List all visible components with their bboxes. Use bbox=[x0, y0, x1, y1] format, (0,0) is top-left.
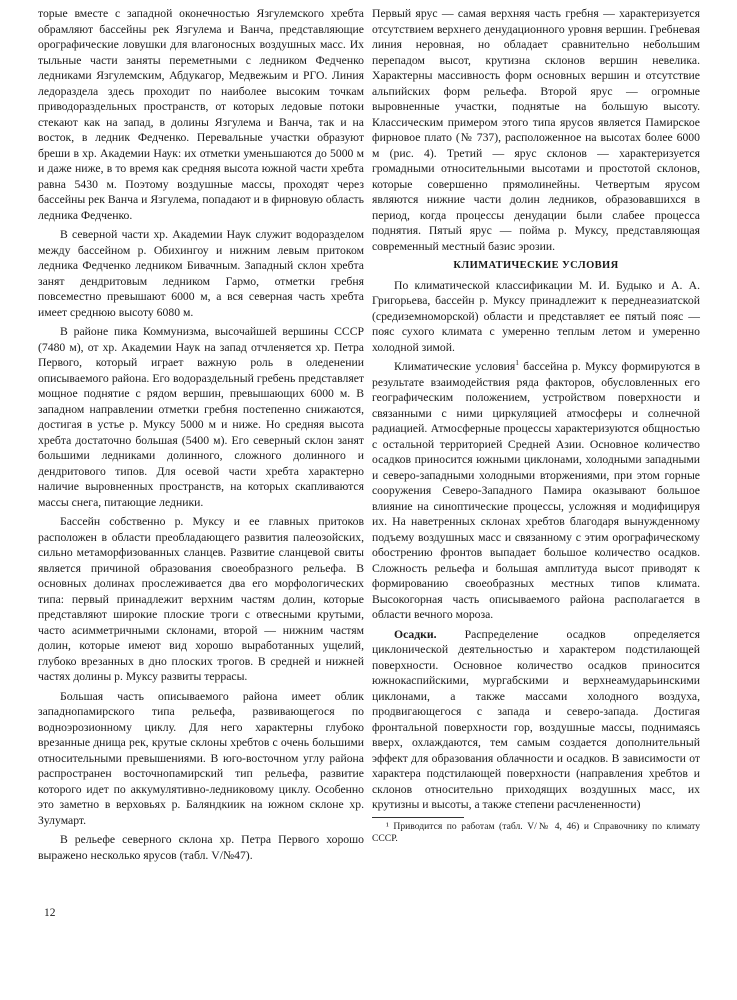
paragraph bbox=[372, 359, 700, 623]
paragraph: По климатической классификации М. И. Будыко и А. А. Григорьева, бассейн р. Муксу принадлежит к переднеазиатской (средиземноморской) области и представляет ее пятый пояс — пояс сухого климата с умеренно теплым летом и умеренно холодной зимой. bbox=[372, 278, 700, 354]
footnote-divider bbox=[372, 817, 464, 818]
paragraph: В районе пика Коммунизма, высочайшей вершины СССР (7480 м), от хр. Академии Наук на запад отчленяется хр. Петра Первого, который играет важную роль в оледенении описываемого района. Его водораздельный гребень представляет мощное поднятие с рядом вершин, превышающих 6000 м. В западном направлении отметки гребня постепенно снижаются, достигая в устье р. Муксу 5000 м и ниже. Но средняя высота хребта достаточно большая (5400 м). Его северный склон занят большими ледниками долинного, сложного долинного и дендритового типов. Для осевой части хребта характерно наличие выровненных пространств, на которых скапливаются массы снега, питающие ледники. bbox=[38, 325, 364, 509]
run-in-heading: Осадки. bbox=[394, 627, 437, 641]
footnote-marker: 1 bbox=[515, 358, 519, 368]
paragraph: В рельефе северного склона хр. Петра Первого хорошо выражено несколько ярусов (табл. V/№47). bbox=[38, 833, 364, 862]
paragraph-lead: Климатические условия bbox=[394, 360, 516, 373]
paragraph-text: Распределение осадков определяется циклонической деятельностью и характером подстилающей поверхности. Основное количество осадков приносится южнокаспийскими, мургабскими и верхнеамударьинскими циклонами, а также массами холодного воздуха, продвигающегося с запада и северо-запада. Достигая фронтальной поверхности гор, воздушные массы, поднимаясь вверх, охлаждаются, тем самым создается дополнительный эффект для образования облачности и осадков. В зависимости от характера подстилающей поверхности (направления хребтов и склонов относительно приходящих воздушных масс, их крутизны и высоты, а также степени расчлененности) bbox=[372, 627, 700, 811]
right-column bbox=[372, 6, 700, 845]
paragraph-text: бассейна р. Муксу формируются в результате взаимодействия ряда факторов, обусловленных его географическим положением, устройством поверхности и связанными с ними циркуляцией атмосферы и солнечной радиацией. Атмосферные процессы характеризуются общностью с остальной территорией Средней Азии. Основное количество осадков приносится южными циклонами, холодными западными и северо-западными холодными вторжениями, при этом горные сооружения Северо-Западного Памира оказывают большое влияние на синоптические процессы, усложняя и модифицируя их. На наветренных склонах хребтов благодаря вынужденному подъему воздушных масс и связанному с этим орографическому обострению фронтов выпадает большое количество осадков. Сложность рельефа и большая амплитуда высот приводят к формированию своеобразных местных типов климата. Высокогорная часть описываемого района располагается в области вечного мороза. bbox=[372, 360, 700, 621]
paragraph: Первый ярус — самая верхняя часть гребня — характеризуется отсутствием верхнего денудационного уровня вершин. Гребневая линия неровная, но обладает сравнительно небольшим перепадом высот, крутизна склонов вершин невелика. Характерны массивность форм основных вершин и отсутствие альпийских форм рельефа. Второй ярус — огромные выровненные участки, поднятые на большую высоту. Классическим примером этого типа ярусов является Памирское фирновое плато (№ 737), расположенное на высотах более 6000 м (рис. 4). Третий — ярус склонов — характеризуется громадными относительными высотами и простотой склонов, которые совершенно прямолинейны. Четвертым ярусом являются нижние части долин ледников, образовавшихся в период, когда процессы денудации были слабее процесса поднятия. Пятый ярус — пойма р. Муксу, представляющая современный местный базис эрозии. bbox=[372, 7, 700, 253]
paragraph: торые вместе с западной оконечностью Язгулемского хребта обрамляют бассейны рек Язгулема и Ванча, представляющие орографические ловушки для влагоносных воздушных масс. Их тыльные части заняты переметными с ледником Федченко ледниками Язгулемским, Абдукагор, Медвежьим и РГО. Линия ледораздела здесь проходит по наиболее высоким точкам приводораздельных пространств, от которых ледовые потоки стекают как на запад, в долины Язгулема и Ванча, так и на восток, в ледник Федченко. Перевальные участки образуют бреши в хр. Академии Наук: их отметки уменьшаются до 5000 м и даже ниже, в то время как средняя высота южной части хребта равна 5430 м. Поэтому воздушные массы, проходят через бассейны рек Ванча и Язгулема, попадают и в фирновую область ледника Федченко. bbox=[38, 7, 364, 222]
section-heading: КЛИМАТИЧЕСКИЕ УСЛОВИЯ bbox=[453, 260, 619, 271]
page-number: 12 bbox=[44, 907, 56, 919]
paragraph: Большая часть описываемого района имеет облик западнопамирского типа рельефа, развивающегося по водноэрозионному циклу. Для него характерны глубоко врезанные днища рек, крутые склоны хребтов с очень большими относительными превышениями. В юго-восточном углу района распространен восточнопамирский тип рельефа, развитие которого идет по аккумулятивно-ледниковому циклу. Особенно это заметно в верховьях р. Баляндкиик на южном склоне хр. Зулумарт. bbox=[38, 689, 364, 827]
left-column bbox=[38, 6, 364, 863]
paragraph: Бассейн собственно р. Муксу и ее главных притоков расположен в области преобладающего развития палеозойских, сильно метаморфизованных сланцев. Развитие сланцевой свиты является причиной образования своеобразного рельефа. В основных долинах прослеживается два его морфологических типа: первый принадлежит верхним частям долин, которые представляют широкие плоские троги с отвесными крутыми, часто асимметричными склонами, второй — нижним частям долин, которые имеют вид хорошо выработанных ущелий, глубоко врезанных в дно плоских трогов. В средней и нижней частях долины р. Муксу развиты террасы. bbox=[38, 515, 364, 683]
paragraph bbox=[372, 627, 700, 813]
paragraph: В северной части хр. Академии Наук служит водоразделом между бассейном р. Обихингоу и нижним левым притоком ледника Федченко ледником Бивачным. Западный склон хребта занят дендритовым ледником Гармо, отметки гребня повсеместно превышают 6000 м, а вся северная часть хребта имеет среднюю высоту 6080 м. bbox=[38, 228, 364, 319]
footnote: ¹ Приводится по работам (табл. V/№ 4, 46) и Справочнику по климату СССР. bbox=[372, 820, 700, 844]
